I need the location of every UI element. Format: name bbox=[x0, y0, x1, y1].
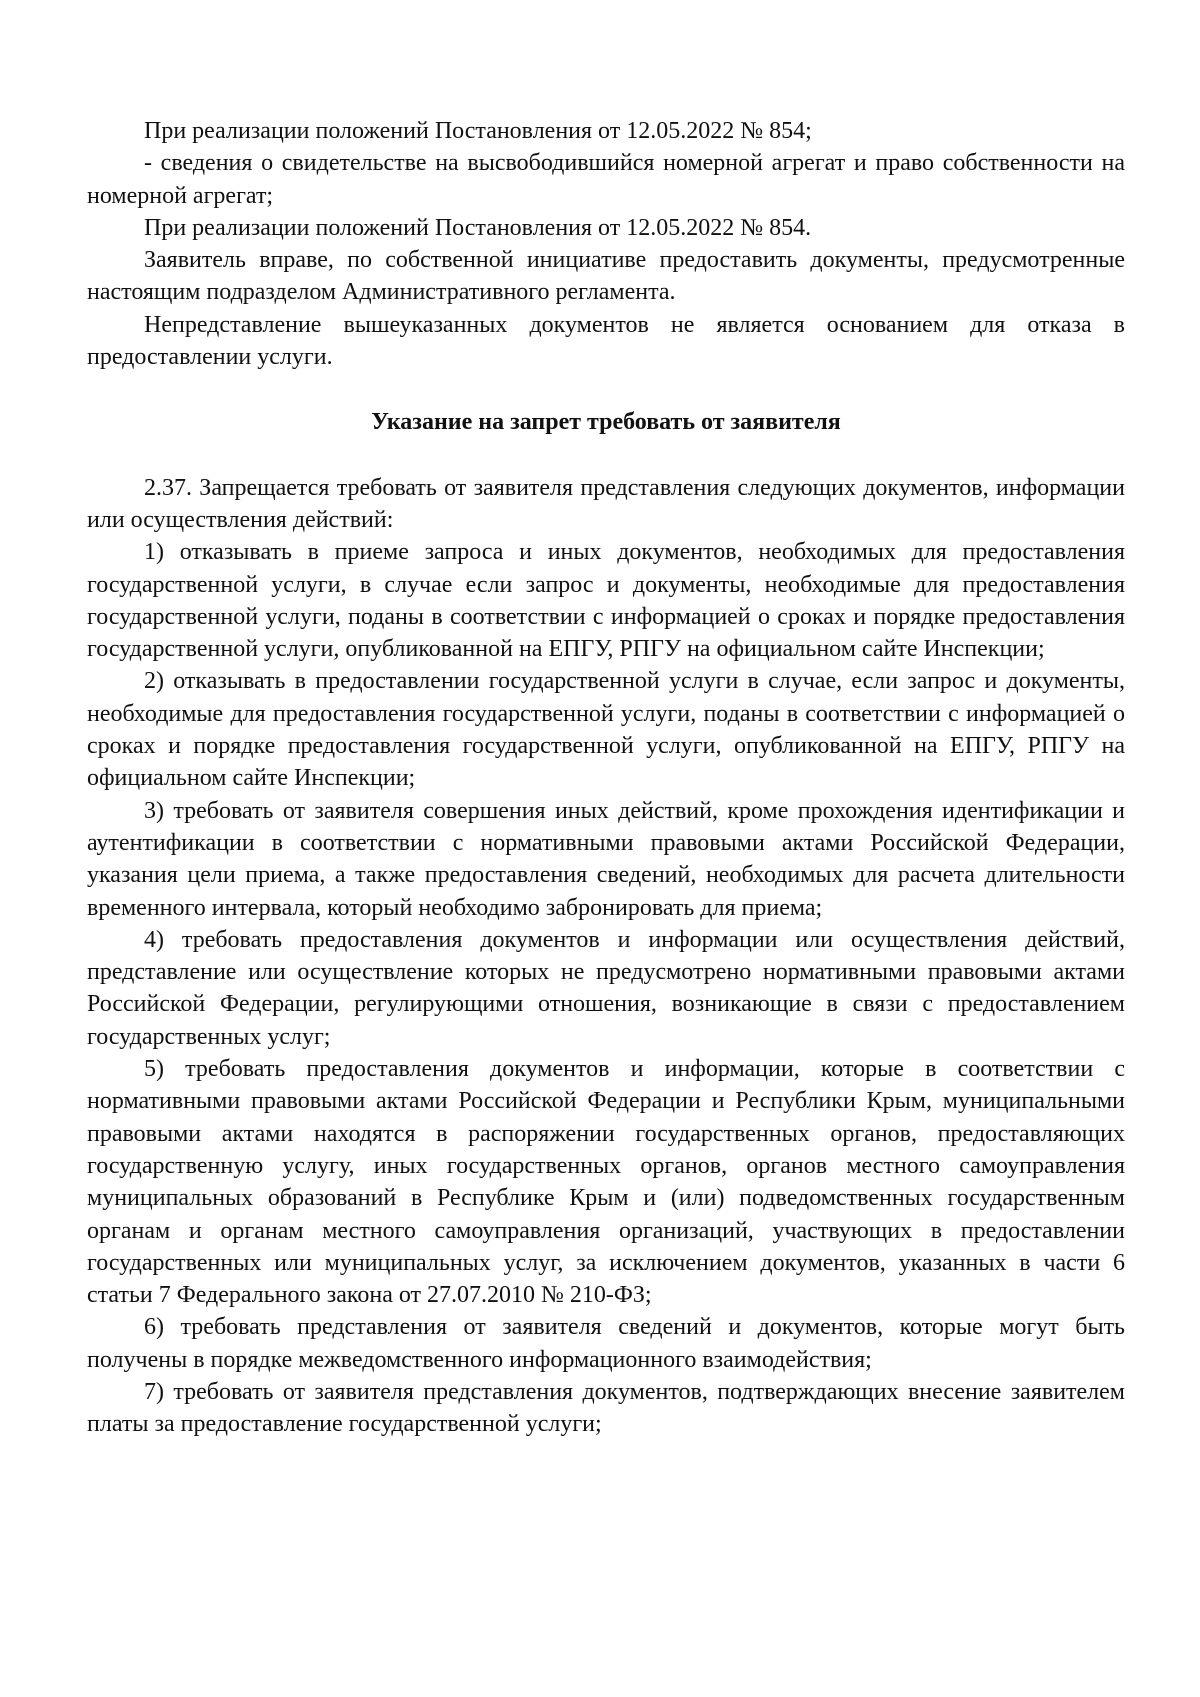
paragraph-intro-4: Заявитель вправе, по собственной инициативе предоставить документы, предусмотренные настоящим подразделом Административного регламента. bbox=[87, 247, 1125, 306]
paragraph-intro-1: При реализации положений Постановления от 12.05.2022 № 854; bbox=[144, 118, 812, 144]
paragraph-intro-2: - сведения о свидетельстве на высвободившийся номерной агрегат и право собственности на номерной агрегат; bbox=[87, 150, 1125, 209]
list-item-5: 5) требовать предоставления документов и информации, которые в соответствии с нормативными правовыми актами Российской Федерации и Республики Крым, муниципальными правовыми актами находятся в распоряжении государственных органов, предоставляющих государственную услугу, иных государственных органов, органов местного самоуправления муниципальных образований в Республике Крым и (или) подведомственных государственным органам и органам местного самоуправления организаций, участвующих в предоставлении государственных или муниципальных услуг, за исключением документов, указанных в части 6 статьи 7 Федерального закона от 27.07.2010 № 210-ФЗ; bbox=[87, 1056, 1125, 1309]
paragraph-intro-3: При реализации положений Постановления от 12.05.2022 № 854. bbox=[144, 214, 812, 241]
list-item-7: 7) требовать от заявителя представления документов, подтверждающих внесение заявителем платы за предоставление государственной услуги; bbox=[87, 1378, 1125, 1438]
list-item-4: 4) требовать предоставления документов и информации или осуществления действий, представление или осуществление которых не предусмотрено нормативными правовыми актами Российской Федерации, регулирующими отношения, возникающие в связи с предоставлением государственных услуг; bbox=[87, 926, 1125, 1050]
list-item-3: 3) требовать от заявителя совершения иных действий, кроме прохождения идентификации и аутентификации в соответствии с нормативными правовыми актами Российской Федерации, указания цели приема, а также предоставления сведений, необходимых для расчета длительности временного интервала, который необходимо забронировать для приема; bbox=[87, 797, 1125, 921]
section-heading: Указание на запрет требовать от заявителя bbox=[371, 409, 841, 436]
paragraph-intro-5: Непредставление вышеуказанных документов не является основанием для отказа в предоставлении услуги. bbox=[87, 311, 1125, 371]
list-item-6: 6) требовать представления от заявителя сведений и документов, которые могут быть получены в порядке межведомственного информационного взаимодействия; bbox=[87, 1314, 1125, 1373]
list-item-1: 1) отказывать в приеме запроса и иных документов, необходимых для предоставления государственной услуги, в случае если запрос и документы, необходимые для предоставления государственной услуги, поданы в соответствии с информацией о сроках и порядке предоставления государственной услуги, опубликованной на ЕПГУ, РПГУ на официальном сайте Инспекции; bbox=[87, 539, 1125, 663]
list-item-2: 2) отказывать в предоставлении государственной услуги в случае, если запрос и документы, необходимые для предоставления государственной услуги, поданы в соответствии с информацией о сроках и порядке предоставления государственной услуги, опубликованной на ЕПГУ, РПГУ на официальном сайте Инспекции; bbox=[87, 668, 1125, 792]
paragraph-2-37: 2.37. Запрещается требовать от заявителя представления следующих документов, информации или осуществления действий: bbox=[87, 474, 1125, 533]
document-page bbox=[87, 115, 1125, 1441]
